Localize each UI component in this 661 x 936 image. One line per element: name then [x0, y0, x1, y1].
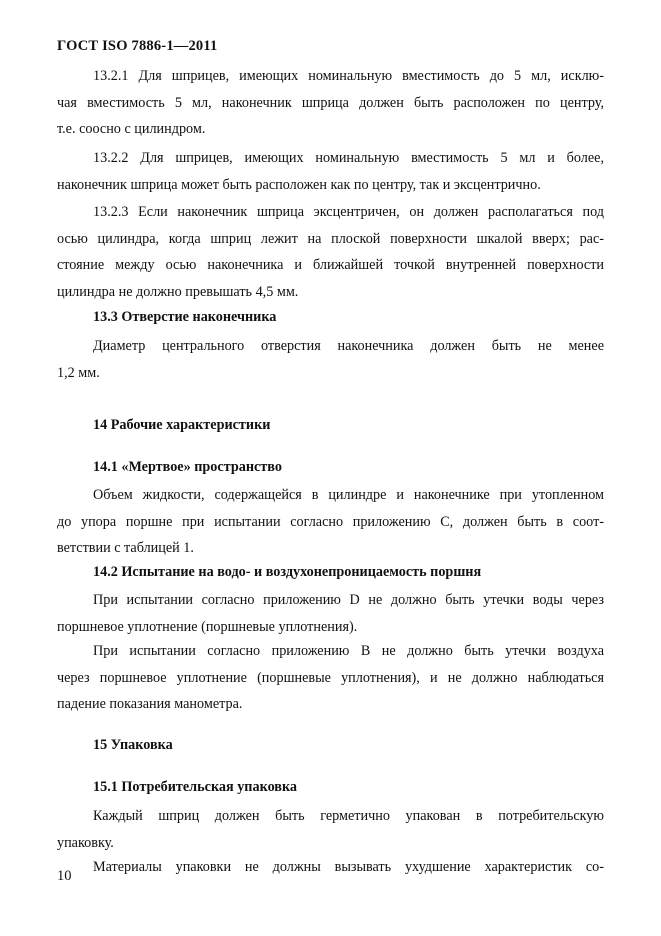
paragraph-13-2-2 — [57, 145, 604, 198]
text-line: ветствии с таблицей 1. — [57, 540, 194, 556]
paragraph-13-2-3 — [57, 199, 604, 305]
text-line: Объем жидкости, содержащейся в цилиндре и наконечнике при утопленном — [93, 487, 604, 503]
text-line: осью цилиндра, когда шприц лежит на плоской поверхности шкалой вверх; рас- — [57, 230, 604, 247]
text-line: наконечник шприца может быть расположен как по центру, так и эксцентрично. — [57, 176, 541, 193]
text-line: Каждый шприц должен быть герметично упакован в потребительскую — [93, 808, 604, 824]
text-line: При испытании согласно приложению В не должно быть утечки воздуха — [93, 643, 604, 659]
text-line: чая вместимость 5 мл, наконечник шприца должен быть расположен по центру, — [57, 94, 604, 111]
section-heading-15: 15 Упаковка — [93, 737, 173, 753]
document-header: ГОСТ ISO 7886-1—2011 — [57, 38, 218, 54]
text-line: цилиндра не должно превышать 4,5 мм. — [57, 283, 299, 300]
paragraph-14-2-a — [57, 587, 604, 640]
text-line: т.е. соосно с цилиндром. — [57, 121, 206, 137]
paragraph-13-3 — [57, 333, 604, 386]
page-number: 10 — [57, 868, 72, 884]
paragraph-15-1-b — [57, 854, 604, 881]
text-line: 1,2 мм. — [57, 364, 100, 381]
paragraph-14-1 — [57, 482, 604, 562]
paragraph-15-1-a — [57, 803, 604, 856]
text-line: Материалы упаковки не должны вызывать ухудшение характеристик со- — [93, 859, 604, 875]
text-line: до упора поршне при испытании согласно приложению С, должен быть в соот- — [57, 513, 604, 530]
text-line: через поршневое уплотнение (поршневые уплотнения), и не должно наблюдаться — [57, 669, 604, 686]
section-heading-14-2: 14.2 Испытание на водо- и воздухонепроницаемость поршня — [93, 564, 482, 580]
text-line: упаковку. — [57, 834, 114, 851]
text-line: Диаметр центрального отверстия наконечника должен быть не менее — [93, 338, 604, 354]
section-heading-14: 14 Рабочие характеристики — [93, 417, 271, 433]
section-heading-13-3: 13.3 Отверстие наконечника — [93, 309, 277, 325]
text-line: стояние между осью наконечника и ближайшей точкой внутренней поверхности — [57, 257, 604, 273]
paragraph-13-2-1 — [57, 63, 604, 143]
text-line: поршневое уплотнение (поршневые уплотнения). — [57, 618, 358, 635]
text-line: падение показания манометра. — [57, 696, 243, 712]
text-line: 13.2.2 Для шприцев, имеющих номинальную вместимость 5 мл и более, — [93, 150, 604, 166]
paragraph-14-2-b — [57, 638, 604, 718]
text-line: 13.2.3 Если наконечник шприца эксцентричен, он должен располагаться под — [93, 204, 604, 220]
text-line: 13.2.1 Для шприцев, имеющих номинальную вместимость до 5 мл, исклю- — [93, 68, 604, 84]
text-line: При испытании согласно приложению D не должно быть утечки воды через — [93, 592, 604, 608]
section-heading-15-1: 15.1 Потребительская упаковка — [93, 779, 298, 795]
section-heading-14-1: 14.1 «Мертвое» пространство — [93, 459, 282, 475]
